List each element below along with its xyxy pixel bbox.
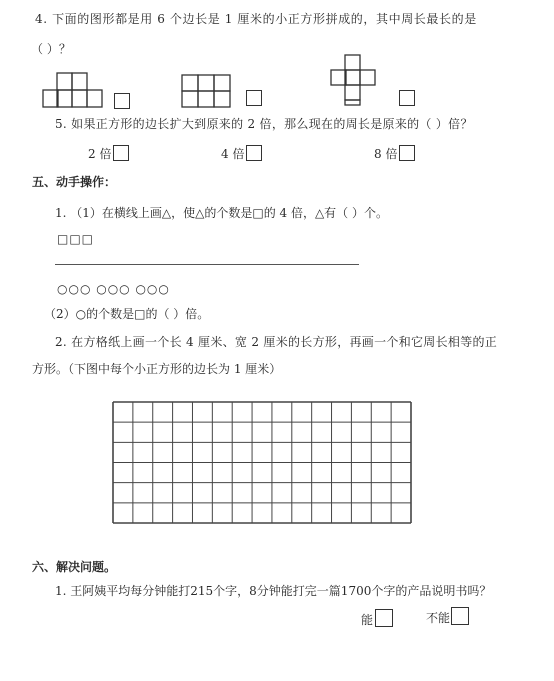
section6-title: 六、解决问题。 bbox=[32, 560, 117, 574]
s6-yes-label: 能 bbox=[361, 613, 374, 627]
q4-shape-c bbox=[330, 54, 378, 106]
q4-text: 4. 下面的图形都是用 6 个边长是 1 厘米的小正方形拼成的，其中周长最长的是 bbox=[35, 12, 477, 26]
q4-shape-a bbox=[42, 72, 104, 108]
s5-q1-part1: 1. （1）在横线上画△，使△的个数是□的 4 倍，△有（ ）个。 bbox=[55, 206, 389, 220]
q4-answer-box-b[interactable] bbox=[246, 90, 262, 106]
q5-option-2: 2 倍 bbox=[88, 147, 112, 161]
s5-q2-line1: 2. 在方格纸上画一个长 4 厘米、宽 2 厘米的长方形，再画一个和它周长相等的正 bbox=[55, 335, 498, 349]
s5-q2-line2: 方形。（下图中每个小正方形的边长为 1 厘米） bbox=[32, 362, 282, 376]
q5-answer-box-2[interactable] bbox=[113, 145, 129, 161]
q5-answer-box-8[interactable] bbox=[399, 145, 415, 161]
s5-q1-circles: ○○○ ○○○ ○○○ bbox=[57, 282, 170, 296]
q4-shape-b bbox=[181, 74, 231, 108]
q4-blank: （ ）？ bbox=[31, 42, 71, 56]
q4-answer-box-c[interactable] bbox=[399, 90, 415, 106]
q5-answer-box-4[interactable] bbox=[246, 145, 262, 161]
q4-answer-box-a[interactable] bbox=[114, 93, 130, 109]
q5-option-8: 8 倍 bbox=[374, 147, 398, 161]
section5-title: 五、动手操作： bbox=[32, 175, 117, 189]
q5-option-4: 4 倍 bbox=[221, 147, 245, 161]
s6-yes-box[interactable] bbox=[375, 609, 393, 627]
s5-q1-squares: □□□ bbox=[57, 232, 95, 246]
s5-q1-part2: （2）○的个数是□的（ ）倍。 bbox=[44, 307, 210, 321]
s6-no-label: 不能 bbox=[426, 611, 451, 625]
s6-no-box[interactable] bbox=[451, 607, 469, 625]
q5-text: 5. 如果正方形的边长扩大到原来的 2 倍，那么现在的周长是原来的（ ）倍？ bbox=[55, 117, 473, 131]
s5-q1-answer-line[interactable] bbox=[55, 264, 359, 265]
s6-q1-text: 1. 王阿姨平均每分钟能打215个字，8分钟能打完一篇1700个字的产品说明书吗？ bbox=[55, 584, 492, 598]
grid-paper[interactable] bbox=[112, 401, 412, 524]
